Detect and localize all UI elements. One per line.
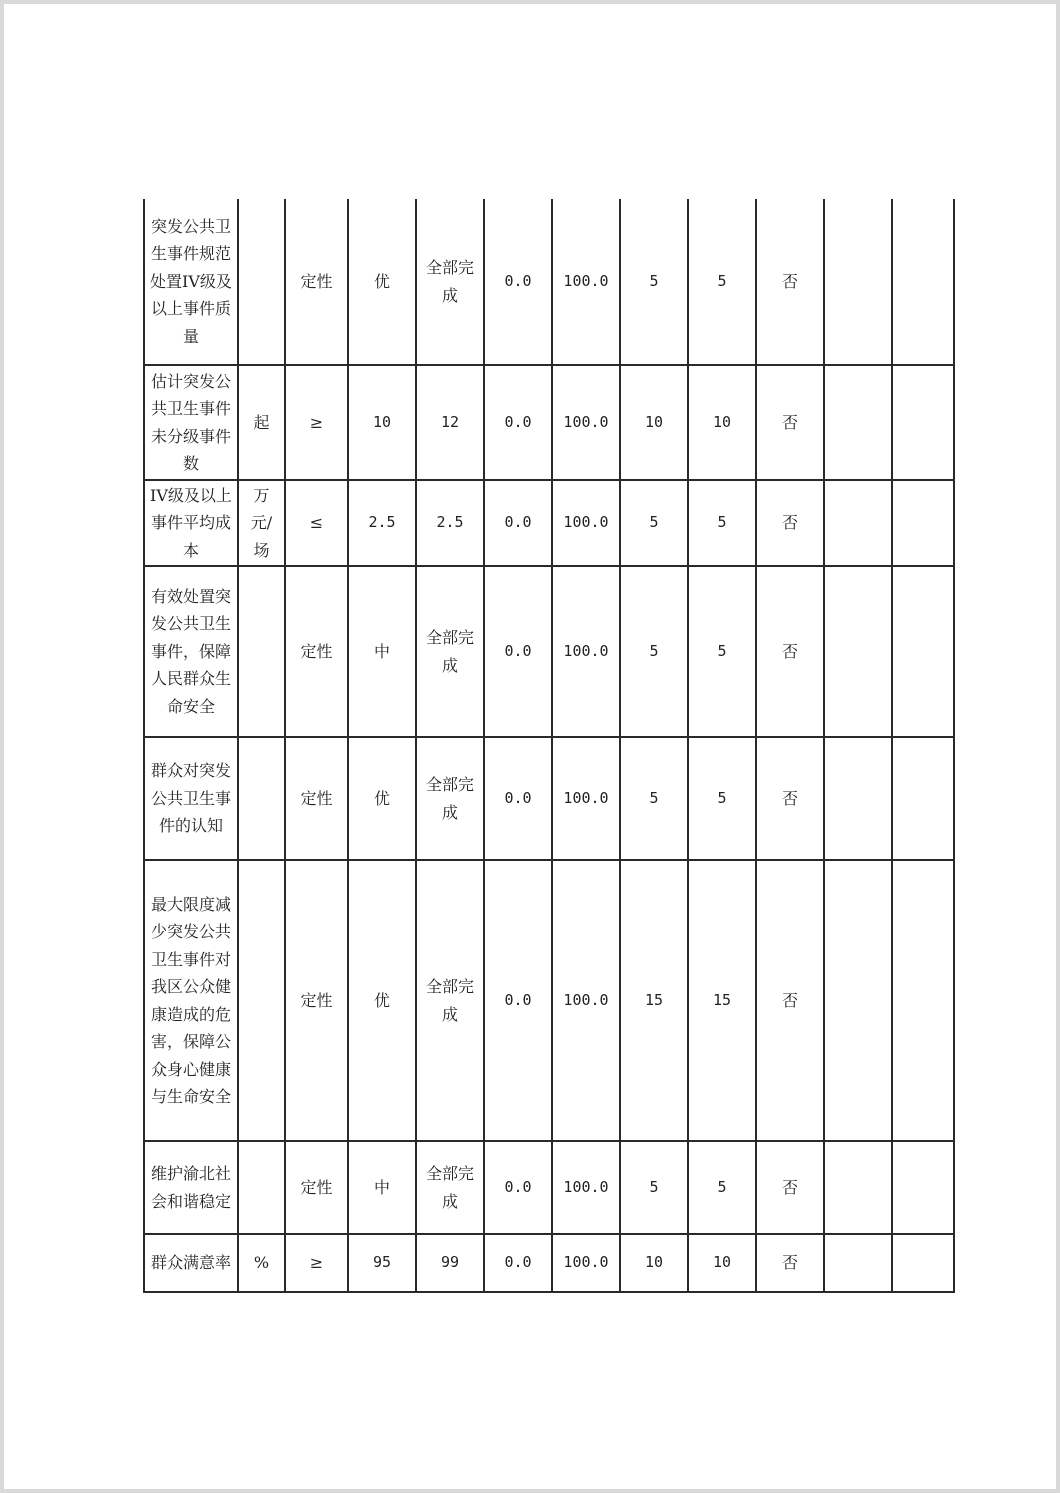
target-value-cell: 95: [348, 1234, 416, 1292]
score-cell: 5: [688, 480, 756, 566]
empty-cell: [824, 737, 892, 860]
rate-cell: 100.0: [552, 737, 620, 860]
flag-cell: 否: [756, 365, 824, 480]
empty-cell: [824, 365, 892, 480]
empty-cell: [892, 1234, 954, 1292]
empty-cell: [824, 1141, 892, 1234]
flag-cell: 否: [756, 199, 824, 365]
indicator-name-cell: 维护渝北社会和谐稳定: [144, 1141, 238, 1234]
rate-cell: 100.0: [552, 1141, 620, 1234]
actual-value-cell: 12: [416, 365, 484, 480]
rate-cell: 100.0: [552, 566, 620, 737]
actual-value-cell: 99: [416, 1234, 484, 1292]
unit-cell: 起: [238, 365, 285, 480]
flag-cell: 否: [756, 480, 824, 566]
target-value-cell: 优: [348, 737, 416, 860]
flag-cell: 否: [756, 1141, 824, 1234]
flag-cell: 否: [756, 860, 824, 1141]
table-row: [144, 566, 954, 737]
weight-cell: 5: [620, 1141, 688, 1234]
flag-cell: 否: [756, 1234, 824, 1292]
operator-cell: 定性: [285, 1141, 348, 1234]
empty-cell: [824, 480, 892, 566]
rate-cell: 100.0: [552, 480, 620, 566]
score-cell: 5: [688, 737, 756, 860]
unit-cell: %: [238, 1234, 285, 1292]
score-cell: 5: [688, 1141, 756, 1234]
table-row: [144, 737, 954, 860]
score-cell: 5: [688, 199, 756, 365]
indicator-name-cell: 有效处置突发公共卫生事件，保障人民群众生命安全: [144, 566, 238, 737]
actual-value-cell: 2.5: [416, 480, 484, 566]
value-cell: 0.0: [484, 860, 552, 1141]
actual-value-cell: 全部完成: [416, 199, 484, 365]
target-value-cell: 中: [348, 566, 416, 737]
empty-cell: [824, 199, 892, 365]
flag-cell: 否: [756, 566, 824, 737]
rate-cell: 100.0: [552, 199, 620, 365]
flag-cell: 否: [756, 737, 824, 860]
target-value-cell: 10: [348, 365, 416, 480]
score-cell: 15: [688, 860, 756, 1141]
empty-cell: [824, 566, 892, 737]
weight-cell: 5: [620, 737, 688, 860]
table-row: [144, 1234, 954, 1292]
value-cell: 0.0: [484, 737, 552, 860]
unit-cell: [238, 1141, 285, 1234]
empty-cell: [892, 1141, 954, 1234]
performance-indicator-table: [143, 199, 955, 1293]
indicator-name-cell: IV级及以上事件平均成本: [144, 480, 238, 566]
unit-cell: 万元/场: [238, 480, 285, 566]
weight-cell: 5: [620, 566, 688, 737]
unit-cell: [238, 566, 285, 737]
target-value-cell: 2.5: [348, 480, 416, 566]
rate-cell: 100.0: [552, 860, 620, 1141]
weight-cell: 15: [620, 860, 688, 1141]
value-cell: 0.0: [484, 566, 552, 737]
actual-value-cell: 全部完成: [416, 566, 484, 737]
operator-cell: ≥: [285, 365, 348, 480]
table-row: [144, 860, 954, 1141]
value-cell: 0.0: [484, 1141, 552, 1234]
weight-cell: 5: [620, 480, 688, 566]
operator-cell: 定性: [285, 737, 348, 860]
empty-cell: [892, 480, 954, 566]
target-value-cell: 优: [348, 860, 416, 1141]
actual-value-cell: 全部完成: [416, 860, 484, 1141]
empty-cell: [892, 199, 954, 365]
empty-cell: [824, 1234, 892, 1292]
indicator-name-cell: 群众满意率: [144, 1234, 238, 1292]
empty-cell: [892, 860, 954, 1141]
operator-cell: ≥: [285, 1234, 348, 1292]
weight-cell: 10: [620, 1234, 688, 1292]
rate-cell: 100.0: [552, 365, 620, 480]
actual-value-cell: 全部完成: [416, 737, 484, 860]
empty-cell: [892, 365, 954, 480]
value-cell: 0.0: [484, 199, 552, 365]
score-cell: 5: [688, 566, 756, 737]
empty-cell: [892, 737, 954, 860]
table-row: [144, 1141, 954, 1234]
empty-cell: [892, 566, 954, 737]
score-cell: 10: [688, 1234, 756, 1292]
indicator-name-cell: 突发公共卫生事件规范处置IV级及以上事件质量: [144, 199, 238, 365]
indicator-name-cell: 群众对突发公共卫生事件的认知: [144, 737, 238, 860]
target-value-cell: 中: [348, 1141, 416, 1234]
target-value-cell: 优: [348, 199, 416, 365]
value-cell: 0.0: [484, 365, 552, 480]
operator-cell: 定性: [285, 199, 348, 365]
score-cell: 10: [688, 365, 756, 480]
value-cell: 0.0: [484, 480, 552, 566]
table-row: [144, 365, 954, 480]
indicator-name-cell: 估计突发公共卫生事件未分级事件数: [144, 365, 238, 480]
unit-cell: [238, 737, 285, 860]
operator-cell: ≤: [285, 480, 348, 566]
weight-cell: 10: [620, 365, 688, 480]
unit-cell: [238, 199, 285, 365]
indicator-name-cell: 最大限度减少突发公共卫生事件对我区公众健康造成的危害，保障公众身心健康与生命安全: [144, 860, 238, 1141]
operator-cell: 定性: [285, 566, 348, 737]
weight-cell: 5: [620, 199, 688, 365]
value-cell: 0.0: [484, 1234, 552, 1292]
rate-cell: 100.0: [552, 1234, 620, 1292]
unit-cell: [238, 860, 285, 1141]
actual-value-cell: 全部完成: [416, 1141, 484, 1234]
table-row: [144, 480, 954, 566]
empty-cell: [824, 860, 892, 1141]
operator-cell: 定性: [285, 860, 348, 1141]
table-row: [144, 199, 954, 365]
